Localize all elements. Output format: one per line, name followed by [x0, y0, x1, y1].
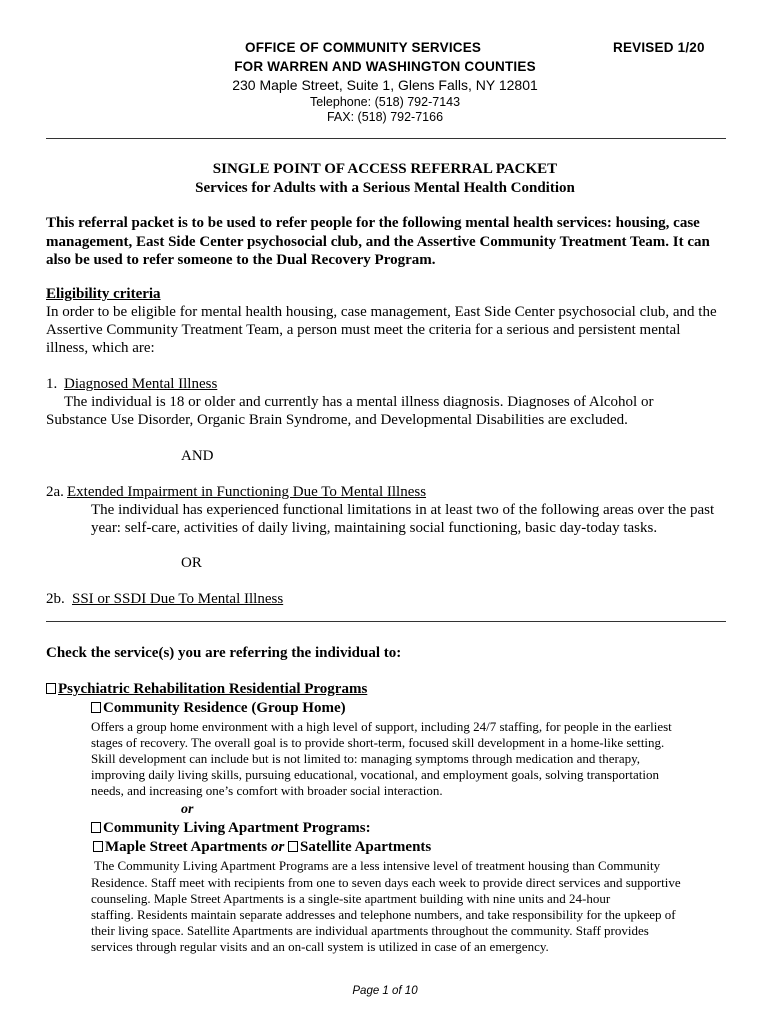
- address-line: 230 Maple Street, Suite 1, Glens Falls, NY 12801: [232, 77, 538, 93]
- cla-desc-line-1: The Community Living Apartment Programs are a less intensive level of treatment housing than Community: [91, 858, 661, 873]
- community-residence-option[interactable]: [91, 699, 346, 717]
- prrp-checkbox[interactable]: [46, 683, 56, 694]
- intro-line-3: also be used to refer someone to the Dual Recovery Program.: [46, 252, 436, 268]
- intro-line-1: This referral packet is to be used to refer people for the following mental health services: housing, case: [46, 215, 700, 231]
- maple-street-label: Maple Street Apartments: [105, 839, 268, 855]
- prrp-option[interactable]: [46, 680, 367, 698]
- intro-line-2: management, East Side Center psychosocial club, and the Assertive Community Treatment Team. It can: [46, 234, 710, 250]
- cr-desc-line-4: improving daily living skills, pursuing educational, vocational, and employment goals, solving transportation: [91, 767, 659, 782]
- criterion-1-number: 1.: [46, 376, 58, 392]
- prrp-label: Psychiatric Rehabilitation Residential Programs: [58, 681, 368, 697]
- services-prompt: Check the service(s) you are referring the individual to:: [46, 645, 402, 661]
- office-name: OFFICE OF COMMUNITY SERVICES: [245, 40, 482, 55]
- cla-desc-line-5: their living space. Satellite Apartments are individual apartments throughout the community. Staff provides: [91, 923, 649, 938]
- community-residence-checkbox[interactable]: [91, 702, 101, 713]
- cla-desc-line-3: counseling. Maple Street Apartments is a single-site apartment building with nine units and 24-hour: [91, 891, 611, 906]
- or-apartments: or: [270, 839, 285, 855]
- cr-desc-line-5: needs, and increasing one’s comfort with broader social interaction.: [91, 783, 443, 798]
- community-residence-label: Community Residence (Group Home): [103, 700, 346, 716]
- criterion-2b-number: 2b.: [46, 591, 65, 607]
- eligibility-heading: Eligibility criteria: [46, 286, 161, 302]
- community-living-checkbox[interactable]: [91, 822, 101, 833]
- criterion-2b-title: SSI or SSDI Due To Mental Illness: [72, 591, 284, 607]
- satellite-checkbox[interactable]: [288, 841, 298, 852]
- cr-desc-line-1: Offers a group home environment with a high level of support, including 24/7 staffing, for people in the earliest: [91, 719, 672, 734]
- page-number: Page 1 of 10: [352, 985, 418, 997]
- apartment-options-row: [91, 838, 431, 856]
- telephone-line: Telephone: (518) 792-7143: [309, 95, 461, 109]
- cla-desc-line-2: Residence. Staff meet with recipients from one to seven days each week to provide direct services and supportive: [91, 875, 681, 890]
- or-connector: OR: [181, 555, 202, 571]
- criterion-1-line-2: Substance Use Disorder, Organic Brain Syndrome, and Developmental Disabilities are excluded.: [46, 412, 628, 428]
- criterion-2a-number: 2a.: [46, 484, 64, 500]
- criterion-2a-title: Extended Impairment in Functioning Due To Mental Illness: [67, 484, 427, 500]
- cla-desc-line-6: services through regular visits and an on-call system is utilized in case of an emergency.: [91, 939, 549, 954]
- counties-line: FOR WARREN AND WASHINGTON COUNTIES: [234, 59, 536, 74]
- and-connector: AND: [181, 448, 214, 464]
- criterion-2a-line-1: The individual has experienced functional limitations in at least two of the following areas over the past: [91, 502, 715, 518]
- packet-subtitle: Services for Adults with a Serious Mental Health Condition: [195, 180, 575, 196]
- fax-line: FAX: (518) 792-7166: [326, 110, 444, 124]
- satellite-label: Satellite Apartments: [300, 839, 432, 855]
- community-living-option[interactable]: [91, 819, 371, 837]
- cr-desc-line-3: Skill development can include but is not limited to: managing symptoms through medication and therapy,: [91, 751, 641, 766]
- maple-street-checkbox[interactable]: [93, 841, 103, 852]
- cr-desc-line-2: stages of recovery. The overall goal is to provide short-term, focused skill development in a home-like setting.: [91, 735, 665, 750]
- eligibility-line-2: Assertive Community Treatment Team, a person must meet the criteria for a serious and persistent mental: [46, 322, 681, 338]
- eligibility-line-1: In order to be eligible for mental health housing, case management, East Side Center psychosocial club, and the: [46, 304, 717, 320]
- eligibility-line-3: illness, which are:: [46, 340, 155, 356]
- criterion-1-line-1: The individual is 18 or older and currently has a mental illness diagnosis. Diagnoses of Alcohol or: [64, 394, 654, 410]
- section-divider: [46, 621, 726, 622]
- criterion-1-title: Diagnosed Mental Illness: [64, 376, 218, 392]
- header-divider: [46, 138, 726, 139]
- or-italic-connector: or: [181, 802, 194, 817]
- revision-date: REVISED 1/20: [613, 40, 705, 55]
- criterion-2a-line-2: year: self-care, activities of daily living, maintaining social functioning, basic day-today tasks.: [91, 520, 658, 536]
- packet-title: SINGLE POINT OF ACCESS REFERRAL PACKET: [212, 161, 558, 177]
- community-living-label: Community Living Apartment Programs:: [103, 820, 371, 836]
- cla-desc-line-4: staffing. Residents maintain separate addresses and telephone numbers, and take responsibility for the upkeep of: [91, 907, 676, 922]
